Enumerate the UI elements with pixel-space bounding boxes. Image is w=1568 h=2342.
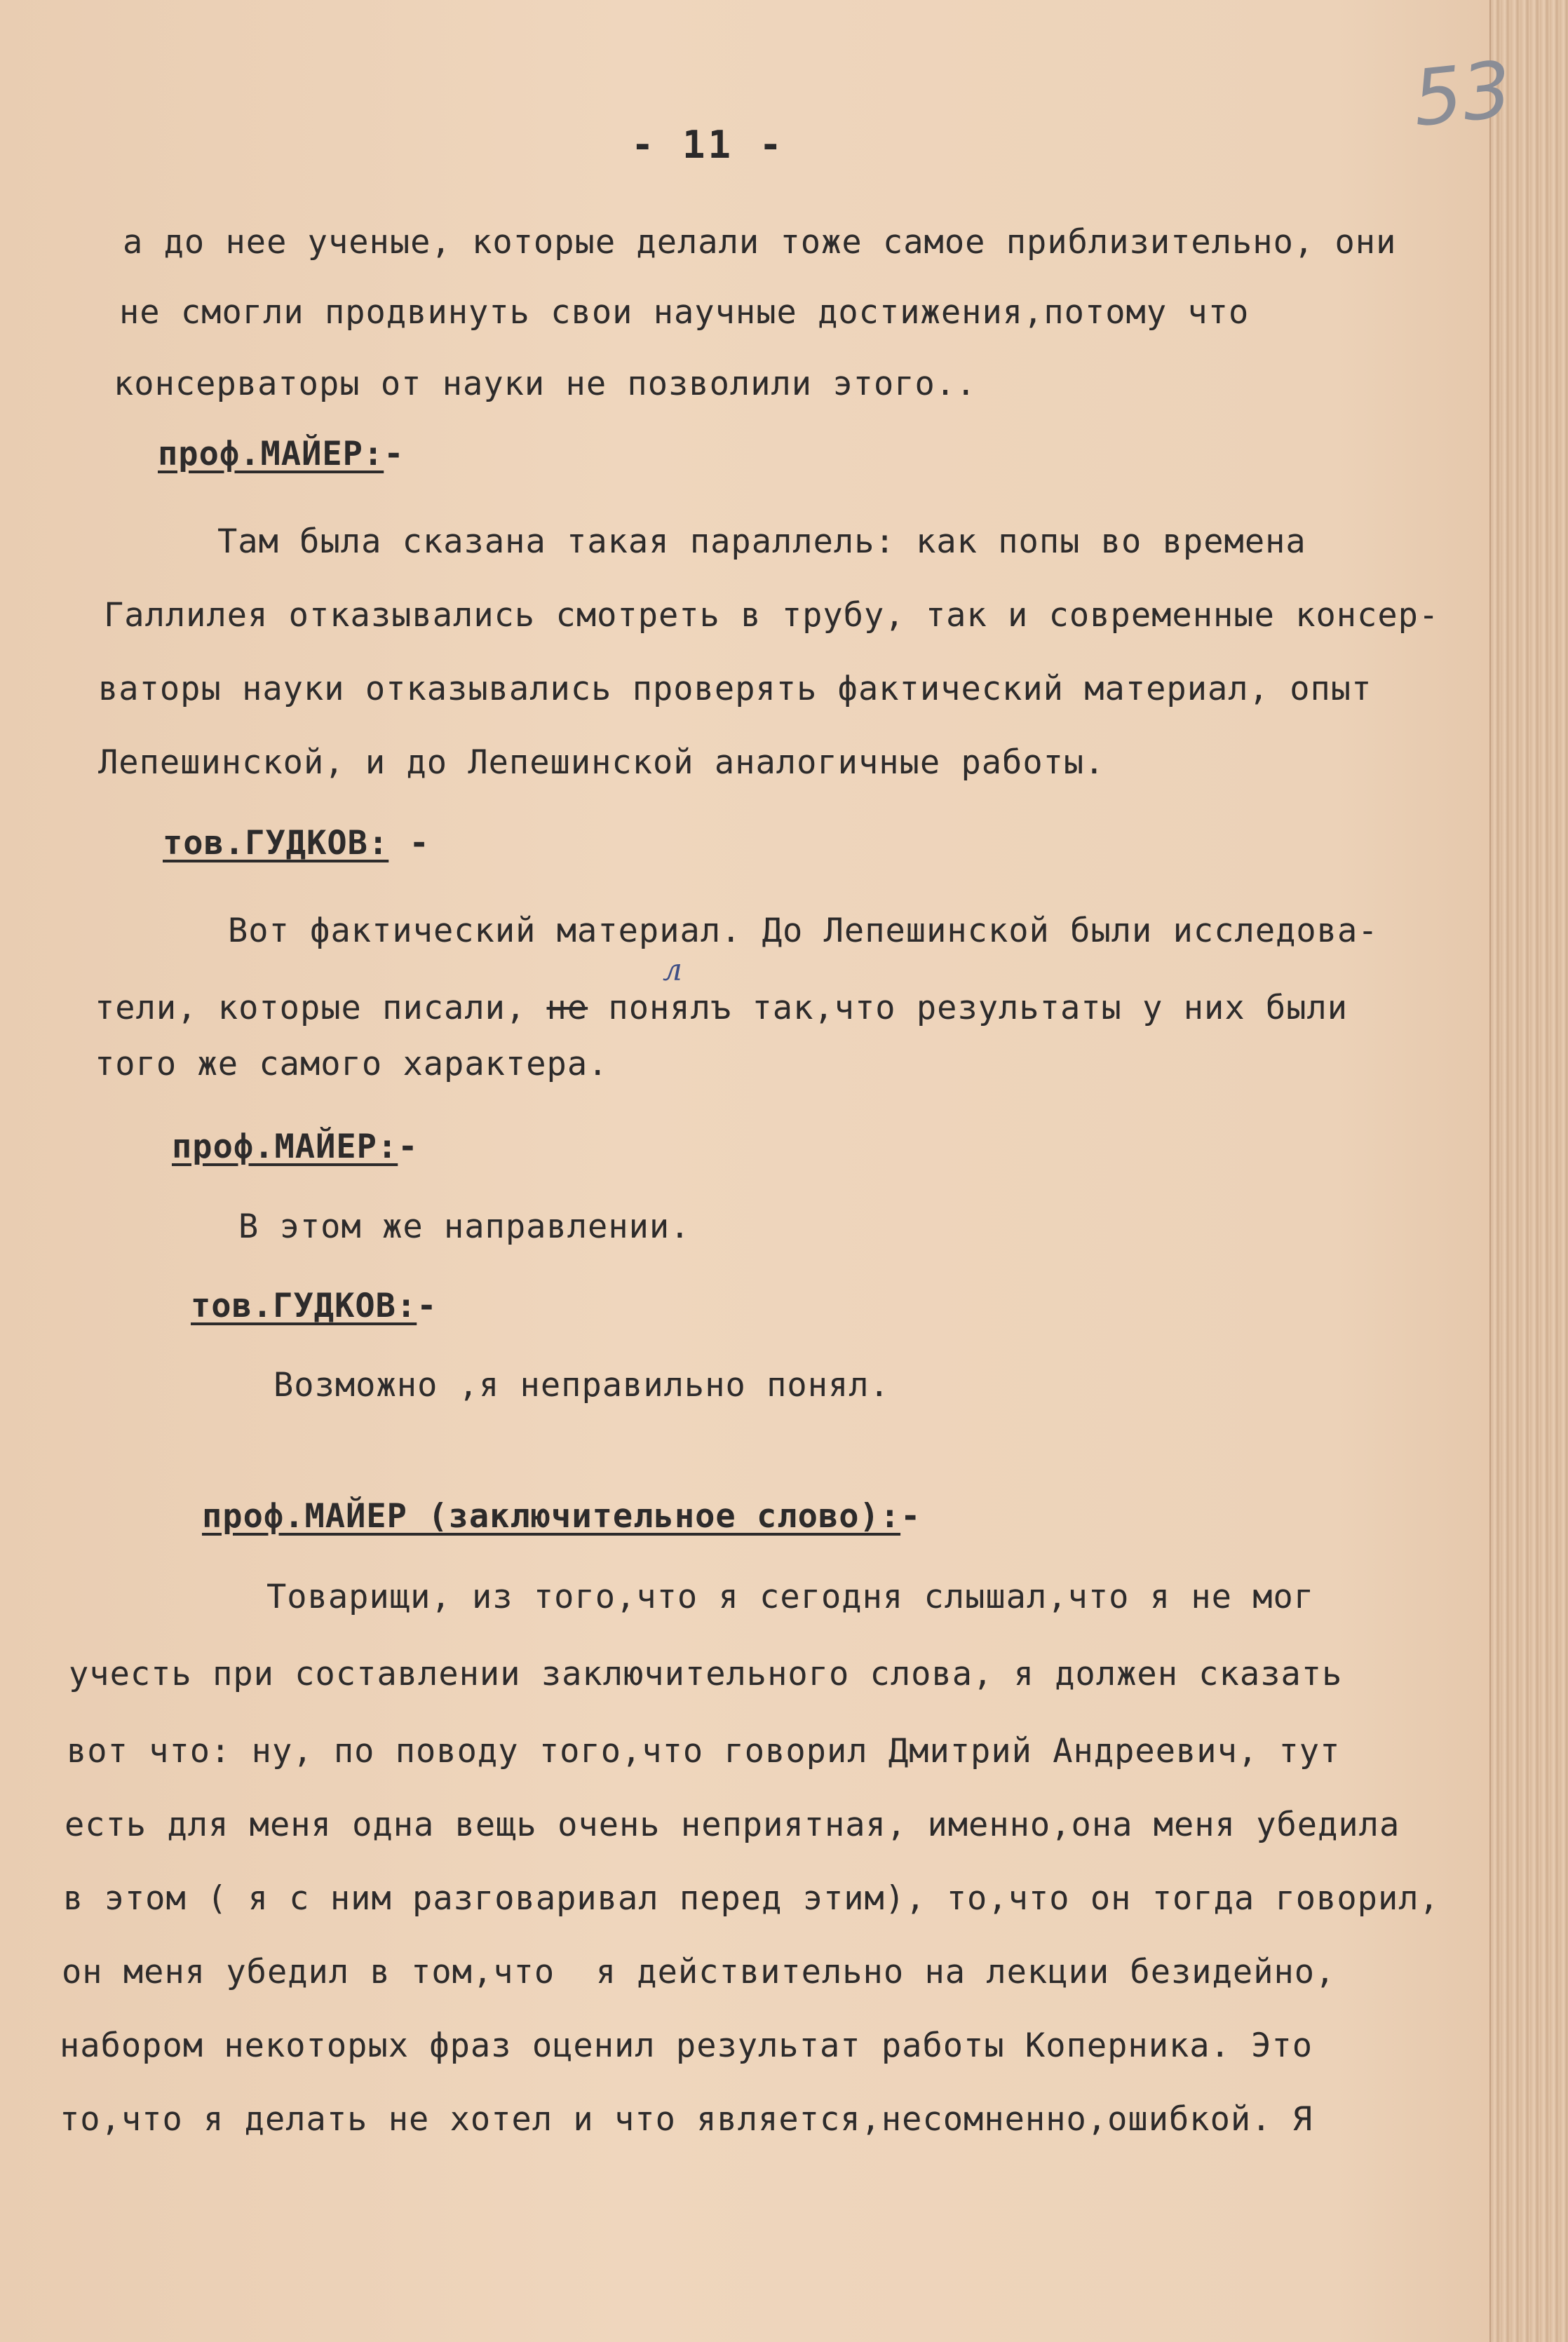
page-edges xyxy=(1489,0,1568,2342)
speaker-name: тов.ГУДКОВ: xyxy=(191,1287,417,1325)
speaker-heading: проф.МАЙЕР (заключительное слово):- xyxy=(202,1497,921,1536)
handwritten-correction: л xyxy=(663,952,683,988)
text-line: тели, которые писали, не понялъ так,что результаты у них были xyxy=(95,989,1349,1027)
speaker-heading: тов.ГУДКОВ: - xyxy=(163,824,430,862)
text-line: Вот фактический материал. До Лепешинской были исследова- xyxy=(228,912,1379,950)
text-line: Товарищи, из того,что я сегодня слышал,что я не мог xyxy=(266,1578,1315,1616)
text-line: В этом же направлении. xyxy=(238,1207,691,1246)
text-line: консерваторы от науки не позволили этого.. xyxy=(114,365,977,403)
speaker-name: тов.ГУДКОВ: xyxy=(163,824,389,862)
struck-word: не xyxy=(546,989,588,1027)
speaker-heading: проф.МАЙЕР:- xyxy=(158,435,405,473)
text-line: он меня убедил в том,что я действительно на лекции безидейно, xyxy=(62,1953,1336,1991)
text-line: а до нее ученые, которые делали тоже самое приблизительно, они xyxy=(123,223,1397,262)
text-line: Лепешинской, и до Лепешинской аналогичные работы. xyxy=(98,743,1105,782)
speaker-heading: тов.ГУДКОВ:- xyxy=(191,1287,438,1325)
text-line: Возможно ,я неправильно понял. xyxy=(273,1366,890,1404)
archive-number: 53 xyxy=(1408,44,1516,144)
speaker-name: проф.МАЙЕР: xyxy=(172,1128,398,1166)
text-line: ваторы науки отказывались проверять фактический материал, опыт xyxy=(98,670,1372,708)
text-line: Галлилея отказывались смотреть в трубу, так и современные консер- xyxy=(104,596,1440,635)
text-line: того же самого характера. xyxy=(95,1045,609,1083)
text-line: не смогли продвинуть свои научные достижения,потому что xyxy=(119,293,1250,332)
text-line: вот что: ну, по поводу того,что говорил Дмитрий Андреевич, тут xyxy=(67,1732,1341,1771)
speaker-heading: проф.МАЙЕР:- xyxy=(172,1128,419,1166)
speaker-name: проф.МАЙЕР (заключительное слово): xyxy=(202,1497,901,1536)
page-number: - 11 - xyxy=(631,123,785,167)
text-line: то,что я делать не хотел и что является,несомненно,ошибкой. Я xyxy=(60,2100,1313,2139)
text-line: Там была сказана такая параллель: как попы во времена xyxy=(217,522,1306,561)
speaker-name: проф.МАЙЕР: xyxy=(158,435,384,473)
text-line: в этом ( я с ним разговаривал перед этим), то,что он тогда говорил, xyxy=(63,1879,1440,1918)
text-line: есть для меня одна вещь очень неприятная, именно,она меня убедила xyxy=(65,1806,1400,1844)
text-line: учесть при составлении заключительного слова, я должен сказать xyxy=(69,1655,1343,1693)
text-line: набором некоторых фраз оценил результат работы Коперника. Это xyxy=(60,2026,1313,2065)
